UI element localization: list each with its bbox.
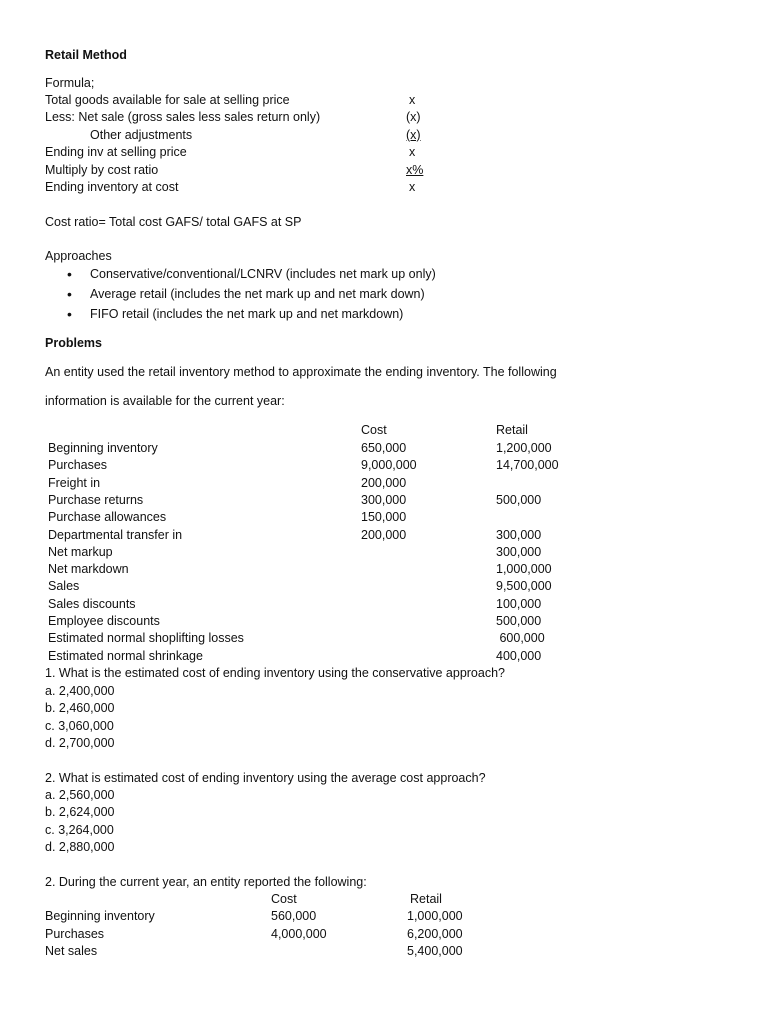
formula-line-value: (x) bbox=[406, 127, 421, 142]
row-retail: 6,200,000 bbox=[407, 926, 463, 941]
question1-option: a. 2,400,000 bbox=[45, 684, 115, 698]
question2-option: b. 2,624,000 bbox=[45, 805, 115, 819]
problems-heading: Problems bbox=[45, 336, 102, 350]
table-row bbox=[0, 492, 768, 509]
row-label: Sales discounts bbox=[48, 596, 136, 611]
table-row bbox=[0, 908, 768, 925]
question1-text: 1. What is the estimated cost of ending inventory using the conservative approach? bbox=[45, 666, 505, 680]
row-label: Purchase returns bbox=[48, 492, 144, 507]
row-label: Departmental transfer in bbox=[48, 527, 183, 542]
row-label: Beginning inventory bbox=[48, 441, 158, 455]
formula-line bbox=[0, 179, 768, 196]
row-retail: 300,000 bbox=[496, 527, 542, 542]
row-label: Beginning inventory bbox=[45, 909, 155, 923]
approach-item: • FIFO retail (includes the net mark up and net markdown) bbox=[45, 306, 436, 326]
row-retail: 14,700,000 bbox=[496, 458, 559, 473]
formula-line bbox=[0, 109, 768, 126]
row-retail: 400,000 bbox=[496, 648, 542, 663]
table-row bbox=[0, 630, 768, 647]
row-retail: 500,000 bbox=[496, 492, 542, 507]
formula-line bbox=[0, 127, 768, 144]
table-row bbox=[0, 578, 768, 595]
row-label: Net markdown bbox=[48, 562, 129, 577]
row-cost: 9,000,000 bbox=[361, 458, 417, 473]
row-label: Estimated normal shrinkage bbox=[48, 648, 203, 663]
question2-text: 2. What is estimated cost of ending inventory using the average cost approach? bbox=[45, 771, 486, 785]
table-row bbox=[0, 613, 768, 630]
question1-option: c. 3,060,000 bbox=[45, 719, 114, 733]
formula-line-text: Total goods available for sale at selling price bbox=[45, 93, 290, 107]
table-row bbox=[0, 544, 768, 561]
table-row bbox=[0, 509, 768, 526]
row-label: Freight in bbox=[48, 475, 101, 490]
row-cost: 300,000 bbox=[361, 492, 407, 507]
question2-option: c. 3,264,000 bbox=[45, 823, 114, 837]
row-label: Estimated normal shoplifting losses bbox=[48, 631, 244, 646]
formula-line-value: x bbox=[409, 93, 416, 107]
row-label: Sales bbox=[48, 579, 80, 594]
row-label: Purchase allowances bbox=[48, 510, 167, 525]
problem1-col-retail: Retail bbox=[496, 423, 528, 437]
row-cost: 150,000 bbox=[361, 510, 407, 525]
table-row bbox=[0, 527, 768, 544]
row-cost: 650,000 bbox=[361, 441, 407, 455]
formula-line-value: x% bbox=[406, 162, 424, 177]
row-retail: 300,000 bbox=[496, 544, 542, 559]
table-row bbox=[0, 457, 768, 474]
problem1-col-cost: Cost bbox=[361, 423, 387, 437]
row-retail: 600,000 bbox=[496, 631, 545, 646]
table-row bbox=[0, 596, 768, 613]
formula-line-text: Multiply by cost ratio bbox=[45, 162, 159, 177]
table-row bbox=[0, 648, 768, 665]
formula-line-text: Less: Net sale (gross sales less sales return only) bbox=[45, 110, 321, 125]
formula-line-text: Other adjustments bbox=[90, 127, 193, 142]
row-retail: 1,200,000 bbox=[496, 441, 552, 455]
row-label: Net sales bbox=[45, 944, 98, 958]
row-cost: 4,000,000 bbox=[271, 926, 327, 941]
row-cost: 200,000 bbox=[361, 527, 407, 542]
question2-option: a. 2,560,000 bbox=[45, 788, 115, 802]
table-row bbox=[0, 561, 768, 578]
problem1-intro-line1: An entity used the retail inventory method to approximate the ending inventory. The following bbox=[45, 365, 557, 379]
row-retail: 5,400,000 bbox=[407, 944, 463, 958]
formula-line bbox=[0, 144, 768, 161]
table-row bbox=[0, 926, 768, 943]
formula-line-value: x bbox=[409, 145, 416, 160]
approach-item: • Average retail (includes the net mark up and net mark down) bbox=[45, 286, 436, 306]
formula-line bbox=[0, 162, 768, 179]
row-cost: 200,000 bbox=[361, 475, 407, 490]
question1-option: b. 2,460,000 bbox=[45, 701, 115, 715]
problem2-col-retail: Retail bbox=[410, 892, 442, 906]
problem2-col-cost: Cost bbox=[271, 892, 297, 906]
formula-line-value: (x) bbox=[406, 110, 421, 125]
formula-line-text: Ending inventory at cost bbox=[45, 180, 179, 194]
approach-item: • Conservative/conventional/LCNRV (includes net mark up only) bbox=[45, 266, 436, 286]
formula-line bbox=[0, 92, 768, 109]
cost-ratio-text: Cost ratio= Total cost GAFS/ total GAFS at SP bbox=[45, 215, 302, 229]
row-label: Purchases bbox=[45, 926, 105, 941]
approaches-list bbox=[45, 266, 436, 325]
row-label: Purchases bbox=[48, 458, 108, 473]
row-label: Employee discounts bbox=[48, 614, 160, 628]
question2-option: d. 2,880,000 bbox=[45, 840, 115, 854]
row-retail: 100,000 bbox=[496, 596, 542, 611]
table-row bbox=[0, 943, 768, 960]
formula-label: Formula; bbox=[45, 76, 95, 90]
row-retail: 1,000,000 bbox=[496, 562, 552, 577]
problem2-intro: 2. During the current year, an entity reported the following: bbox=[45, 875, 367, 889]
problem1-intro-line2: information is available for the current year: bbox=[45, 394, 285, 408]
table-row bbox=[0, 475, 768, 492]
row-retail: 1,000,000 bbox=[407, 909, 463, 923]
formula-line-value: x bbox=[409, 180, 416, 194]
doc-title: Retail Method bbox=[45, 48, 127, 62]
row-retail: 9,500,000 bbox=[496, 579, 552, 594]
table-row bbox=[0, 440, 768, 457]
row-label: Net markup bbox=[48, 544, 113, 559]
formula-line-text: Ending inv at selling price bbox=[45, 145, 187, 160]
approaches-label: Approaches bbox=[45, 249, 112, 263]
row-cost: 560,000 bbox=[271, 909, 317, 923]
row-retail: 500,000 bbox=[496, 614, 542, 628]
question1-option: d. 2,700,000 bbox=[45, 736, 115, 750]
